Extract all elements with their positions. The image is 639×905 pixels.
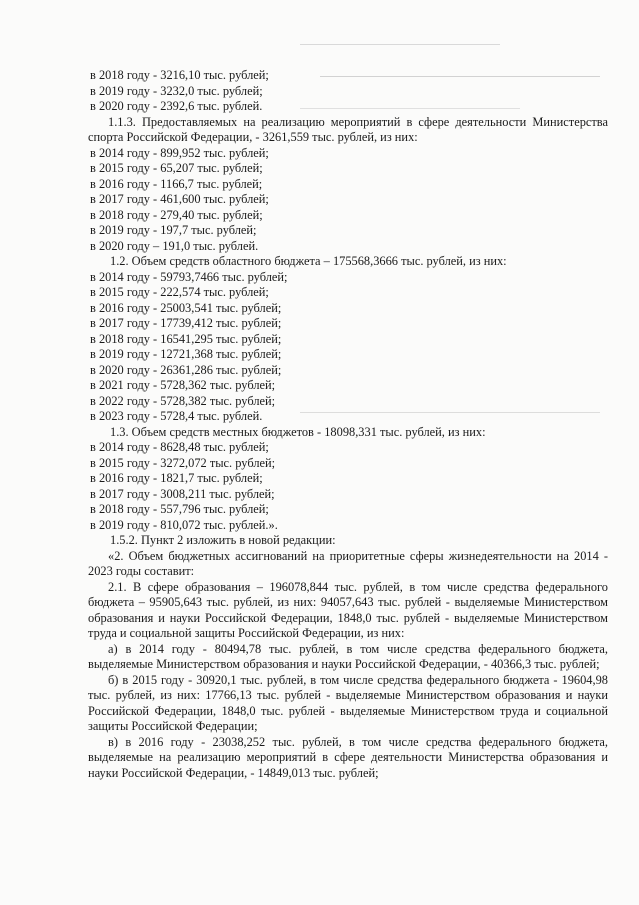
list-item: в 2015 году - 65,207 тыс. рублей; bbox=[90, 161, 263, 175]
paragraph-b: б) в 2015 году - 30920,1 тыс. рублей, в том числе средства федерального бюджета - 19604,98 тыс. рублей, из них: 17766,13 тыс. рублей - выделяемые Министерством образования и науки Российской Федерации, 1848,0 тыс. рублей - выделяемые Министерством труда и социальной защиты Российской Федерации; bbox=[88, 672, 608, 733]
paragraph-v: в) в 2016 году - 23038,252 тыс. рублей, в том числе средства федерального бюджета, выделяемые на реализацию мероприятий в сфере деятельности Министерства образования и науки Российской Федерации, - 14849,013 тыс. рублей; bbox=[88, 734, 608, 780]
list-item: в 2020 году – 191,0 тыс. рублей. bbox=[90, 238, 259, 253]
paragraph-1-2: 1.2. Объем средств областного бюджета – 175568,3666 тыс. рублей, из них: bbox=[110, 254, 507, 268]
list-item: в 2022 году - 5728,382 тыс. рублей; bbox=[90, 393, 276, 408]
paragraph-1-1-3: 1.1.3. Предоставляемых на реализацию мероприятий в сфере деятельности Министерства спорта Российской Федерации, - 3261,559 тыс. рублей, из них: bbox=[88, 114, 608, 144]
list-item: в 2016 году - 1166,7 тыс. рублей; bbox=[90, 176, 263, 191]
list-item: в 2019 году - 12721,368 тыс. рублей; bbox=[90, 347, 282, 361]
list-item: в 2018 году - 16541,295 тыс. рублей; bbox=[90, 331, 282, 346]
list-item: в 2021 году - 5728,362 тыс. рублей; bbox=[90, 378, 276, 392]
list-item: в 2019 году - 197,7 тыс. рублей; bbox=[90, 223, 257, 237]
paragraph-a: а) в 2014 году - 80494,78 тыс. рублей, в том числе средства федерального бюджета, выделяемые Министерством образования и науки Российской Федерации, - 40366,3 тыс. рублей; bbox=[88, 641, 608, 671]
list-item: в 2017 году - 3008,211 тыс. рублей; bbox=[90, 486, 275, 501]
document-page bbox=[88, 68, 608, 781]
list-item: в 2017 году - 17739,412 тыс. рублей; bbox=[90, 316, 282, 330]
list-item: в 2015 году - 222,574 тыс. рублей; bbox=[90, 285, 269, 299]
paragraph-2-1: 2.1. В сфере образования – 196078,844 тыс. рублей, в том числе средства федерального бюджета – 95905,643 тыс. рублей, из них: 94057,643 тыс. рублей - выделяемые Министерством образования и науки Российской Федерации, 1848,0 тыс. рублей - выделяемые Министерством труда и социальной защиты Российской Федерации, из них: bbox=[88, 579, 608, 640]
list-item: в 2019 году - 810,072 тыс. рублей.». bbox=[90, 517, 278, 532]
paragraph-2: «2. Объем бюджетных ассигнований на приоритетные сферы жизнедеятельности на 2014 - 2023 годы составит: bbox=[88, 548, 608, 578]
list-item: в 2023 году - 5728,4 тыс. рублей. bbox=[90, 409, 263, 423]
list-item: в 2014 году - 59793,7466 тыс. рублей; bbox=[90, 269, 288, 284]
list-item: в 2017 году - 461,600 тыс. рублей; bbox=[90, 192, 269, 206]
list-item: в 2019 году - 3232,0 тыс. рублей; bbox=[90, 83, 263, 98]
list-item: в 2014 году - 899,952 тыс. рублей; bbox=[90, 145, 269, 160]
scan-artifact bbox=[300, 44, 500, 45]
paragraph-1-5-2: 1.5.2. Пункт 2 изложить в новой редакции: bbox=[110, 533, 336, 547]
paragraph-1-3: 1.3. Объем средств местных бюджетов - 18098,331 тыс. рублей, из них: bbox=[110, 424, 486, 439]
list-item: в 2020 году - 2392,6 тыс. рублей. bbox=[90, 99, 263, 113]
list-item: в 2015 году - 3272,072 тыс. рублей; bbox=[90, 455, 276, 470]
list-item: в 2014 году - 8628,48 тыс. рублей; bbox=[90, 440, 269, 454]
list-item: в 2018 году - 279,40 тыс. рублей; bbox=[90, 207, 263, 222]
list-item: в 2018 году - 557,796 тыс. рублей; bbox=[90, 502, 269, 516]
list-item: в 2016 году - 25003,541 тыс. рублей; bbox=[90, 300, 282, 315]
list-item: в 2020 году - 26361,286 тыс. рублей; bbox=[90, 362, 282, 377]
list-item: в 2018 году - 3216,10 тыс. рублей; bbox=[90, 68, 269, 82]
list-item: в 2016 году - 1821,7 тыс. рублей; bbox=[90, 471, 263, 485]
